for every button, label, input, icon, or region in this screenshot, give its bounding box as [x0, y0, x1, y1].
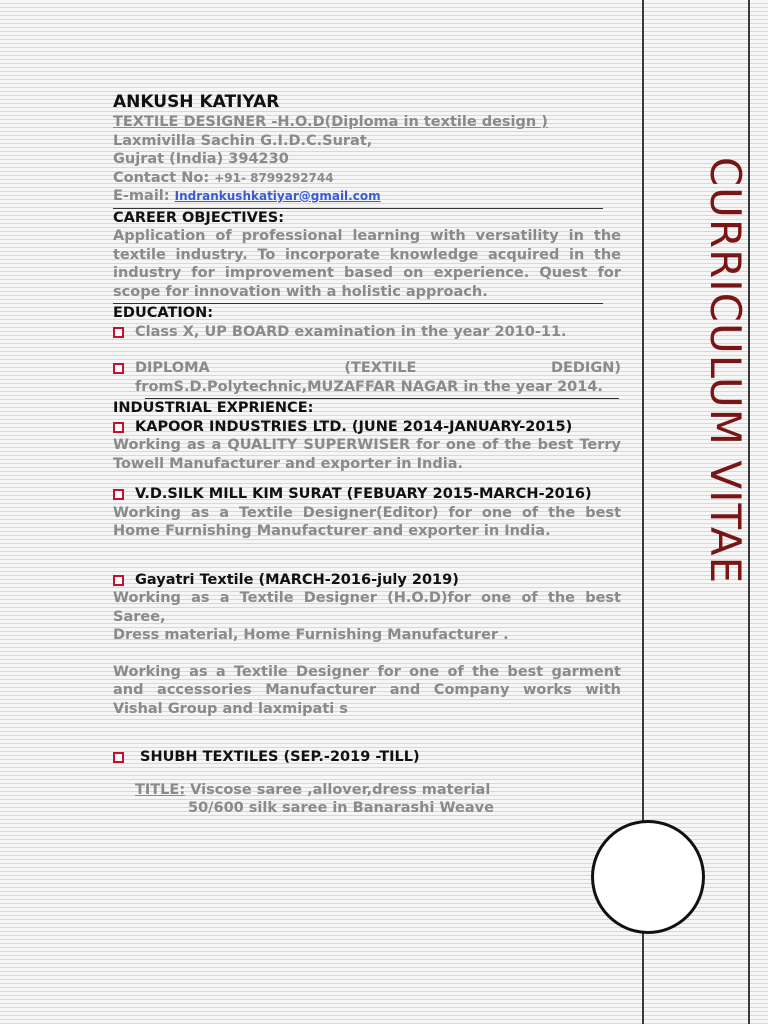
- job-title-row: [113, 418, 621, 437]
- contact-label: Contact No:: [113, 169, 210, 186]
- bullet-icon: [113, 489, 124, 500]
- education-item-text: DIPLOMA (TEXTILE DEDIGN) fromS.D.Polytechnic,MUZAFFAR NAGAR in the year 2014.: [135, 360, 621, 395]
- job-description: Working as a QUALITY SUPERWISER for one of the best Terry Towell Manufacturer and exporter in India.: [113, 437, 621, 472]
- job-title-row: [113, 571, 621, 590]
- education-heading: EDUCATION:: [113, 305, 213, 321]
- education-item-text: Class X, UP BOARD examination in the year 2010-11.: [135, 323, 567, 340]
- header-section: [113, 92, 621, 209]
- email-label: E-mail:: [113, 188, 170, 204]
- education-item: [113, 323, 621, 342]
- email-link[interactable]: Indrankushkatiyar@gmail.com: [174, 189, 381, 203]
- contact-line: [113, 169, 621, 188]
- side-title: [696, 130, 756, 610]
- education-section: [113, 304, 621, 399]
- side-title-text: CURRICULUM VITAE: [701, 156, 751, 584]
- bullet-icon: [113, 363, 124, 374]
- job-title-row: [113, 748, 621, 767]
- resume-content: [113, 92, 621, 818]
- candidate-name: ANKUSH KATIYAR: [113, 92, 280, 112]
- product-line: 50/600 silk saree in Banarashi Weave: [188, 800, 494, 816]
- bullet-icon: [113, 422, 124, 433]
- contact-number: +91- 8799292744: [214, 170, 334, 185]
- address-line-2: Gujrat (India) 394230: [113, 151, 289, 167]
- bullet-icon: [113, 752, 124, 763]
- bullet-icon: [113, 327, 124, 338]
- experience-heading: INDUSTRIAL EXPRIENCE:: [113, 400, 314, 416]
- career-section: [113, 209, 621, 305]
- job-title: Gayatri Textile (MARCH-2016-july 2019): [135, 571, 459, 588]
- address-line-1: Laxmivilla Sachin G.I.D.C.Surat,: [113, 132, 373, 149]
- job-description: Working as a Textile Designer (H.O.D)for one of the best Saree,: [113, 590, 621, 625]
- education-item: [113, 359, 621, 396]
- job-description: Working as a Textile Designer(Editor) for one of the best Home Furnishing Manufacturer and exporter in India.: [113, 504, 621, 539]
- job-title: SHUBH TEXTILES (SEP.-2019 -TILL): [140, 749, 420, 765]
- product-text: Viscose saree ,allover,dress material: [185, 781, 491, 798]
- role-line: TEXTILE DESIGNER -H.O.D(Diploma in textile design ): [113, 114, 548, 130]
- experience-section: [113, 399, 621, 818]
- job-title-row: [113, 485, 621, 504]
- product-line: [113, 781, 621, 800]
- job-title: V.D.SILK MILL KIM SURAT (FEBUARY 2015-MARCH-2016): [135, 486, 592, 502]
- photo-placeholder: [591, 820, 705, 934]
- bullet-icon: [113, 575, 124, 586]
- career-heading: CAREER OBJECTIVES:: [113, 209, 285, 226]
- email-line: [113, 187, 621, 206]
- job-description: Working as a Textile Designer for one of the best garment and accessories Manufacturer and Company works with Vishal Group and laxmipati s: [113, 663, 621, 717]
- product-label: TITLE:: [135, 781, 186, 798]
- job-title: KAPOOR INDUSTRIES LTD. (JUNE 2014-JANUARY-2015): [135, 418, 573, 435]
- career-text: Application of professional learning with versatility in the textile industry. To incorporate knowledge acquired in the industry for improvement based on experience. Quest for scope for innovation with a holistic approach.: [113, 228, 621, 300]
- job-description: Dress material, Home Furnishing Manufacturer .: [113, 627, 509, 643]
